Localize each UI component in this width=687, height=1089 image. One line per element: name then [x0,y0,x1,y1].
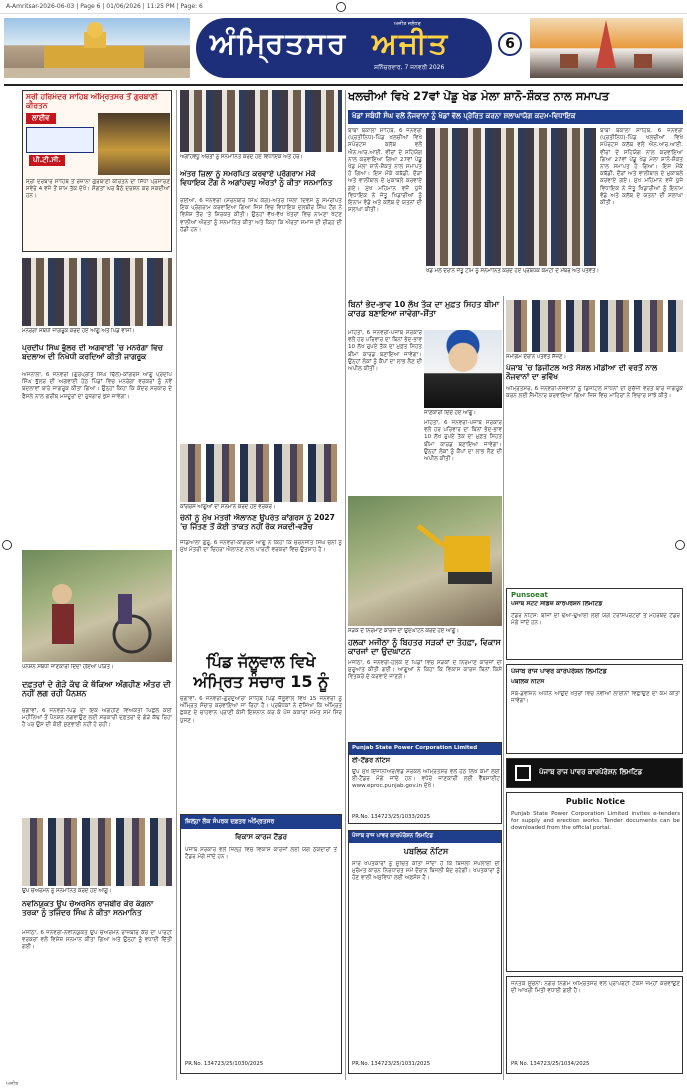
promo-channel-logo: ਪੀ.ਟੀ.ਸੀ. [29,155,65,166]
tender1-body: ਉਪ ਮੁੱਖ ਇੰਜੀਨੀਅਰ/ਵੰਡ ਸਰਕਲ ਅੰਮ੍ਰਿਤਸਰ ਵਲੋਂ ਹੇਠ ਲਿਖੇ ਕੰਮਾਂ ਲਈ ਈ-ਟੈਂਡਰ ਮੰਗੇ ਜਾਂਦੇ ਹਨ। ਵਧੇਰੇ ਜਾਣਕਾਰੀ ਲਈ ਵੈੱਬਸਾਈਟ www.eproc.punjab.gov.in ਦੇਖੋ। [352,769,500,790]
promo-headline: ਸ੍ਰੀ ਹਰਿਮੰਦਰ ਸਾਹਿਬ ਅੰਮ੍ਰਿਤਸਰ ਤੋਂ ਗੁਰਬਾਣੀ ਕੀਰਤਨ [26,93,158,110]
tender-box-4 [506,588,683,660]
tender3-phone: PR.No. 134723/25/1031/2025 [352,1061,431,1067]
story4-photo [22,550,172,662]
story8-body-cont: ਮਹਿਤਾ, 6 ਜਨਵਰੀ-ਪੰਜਾਬ ਸਰਕਾਰ ਵਲੋਂ ਹਰ ਪਰਿਵਾਰ ਦਾ ਬਿਨਾਂ ਭੇਦ-ਭਾਵ 10 ਲੱਖ ਰੁਪਏ ਤੱਕ ਦਾ ਮੁਫ਼ਤ ਸਿਹਤ ਬੀਮਾ ਕਾਰਡ ਬਣਾਇਆ ਜਾਵੇਗਾ। ਉਨ੍ਹਾਂ ਲੋਕਾਂ ਨੂੰ ਕੈਂਪਾਂ ਦਾ ਲਾਭ ਲੈਣ ਦੀ ਅਪੀਲ ਕੀਤੀ। [424,420,502,463]
tender2-body: ਪੰਜਾਬ ਸਰਕਾਰ ਵਲੋਂ ਜ਼ਿਲ੍ਹੇ ਵਿਚ ਵਿਕਾਸ ਕਾਰਜਾਂ ਲਈ ਯੋਗ ਠੇਕੇਦਾਰਾਂ ਤੋਂ ਟੈਂਡਰ ਮੰਗੇ ਜਾਂਦੇ ਹਨ। [185,847,337,861]
story3-headline: ਪ੍ਰਦੀਪ ਸਿੰਘ ਭੁੱਲਰ ਦੀ ਅਗਵਾਈ 'ਚ ਮਨਰੇਗਾ ਵਿਚ ਬਦਲਾਅ ਦੀ ਨਿਖੇਧੀ ਕਰਦਿਆਂ ਕੀਤੀ ਜਾਗਰੂਕ [22,344,163,361]
story8-photo [424,330,502,408]
tender1-phone: PR.No. 134723/25/1033/2025 [352,814,431,820]
registration-mark-left-icon [2,540,12,550]
jallianwala-photo [530,18,683,78]
tender-box-3 [348,830,502,1074]
golden-temple-photo [4,18,190,78]
story2-body: ਰਈਆ, 6 ਜਨਵਰੀ (ਸ਼ਰਨਬੀਰ ਸਿੰਘ ਕੰਗ)-ਅੰਤਰ ਜ਼ਿਲਾ ਦਿਵਸ ਨੂੰ ਸਮਰਪਿਤ ਇਕ ਪ੍ਰੋਗਰਾਮ ਕਰਵਾਇਆ ਗਿਆ ਜਿਸ ਵਿਚ ਵਿਧਾਇਕ ਦਲਬੀਰ ਸਿੰਘ ਟੌਂਗ ਨੇ ਵਿਸ਼ੇਸ਼ ਤੌਰ 'ਤੇ ਸ਼ਿਰਕਤ ਕੀਤੀ। ਉਨ੍ਹਾਂ ਵੱਖ-ਵੱਖ ਖੇਤਰਾਂ ਵਿਚ ਨਾਮਣਾ ਖੱਟਣ ਵਾਲੀਆਂ ਔਰਤਾਂ ਨੂੰ ਸਨਮਾਨਿਤ ਕੀਤਾ ਅਤੇ ਕਿਹਾ ਕਿ ਔਰਤਾਂ ਸਮਾਜ ਦੀ ਰੀੜ੍ਹ ਦੀ ਹੱਡੀ ਹਨ। [180,198,342,233]
registration-mark-icon [336,2,346,12]
story9-caption: ਸੜਕ ਦੇ ਨਿਰਮਾਣ ਕਾਰਜ ਦਾ ਉਦਘਾਟਨ ਕਰਦੇ ਹੋਏ ਆਗੂ। [348,628,459,634]
tender1-org: Punjab State Power Corporation Limited [349,743,501,755]
tender4-body: ਸਬ-ਡਵੀਜ਼ਨ ਅਧੀਨ ਆਉਂਦੇ ਖੇਤਰਾਂ ਵਿਚ ਨਵੀਆਂ ਲਾਈਨਾਂ ਵਿਛਾਉਣ ਦਾ ਕੰਮ ਕੀਤਾ ਜਾਵੇਗਾ। [511,691,680,705]
column-divider-3 [503,296,504,1080]
tender7-footer: PR No. 134723/25/1034/2025 [511,1061,590,1067]
story10-headline: ਪੰਜਾਬ 'ਚ ਡਿਜੀਟਲ ਅਤੇ ਸੋਸ਼ਲ ਮੀਡੀਆ ਦੀ ਵਰਤੋਂ ਨਾਲ ਨੌਜਵਾਨਾਂ ਦਾ ਭਵਿੱਖ [506,364,658,381]
story6-photo [180,444,342,502]
story4-caption: ਪੈਨਸ਼ਨ ਸਬੰਧੀ ਜਾਣਕਾਰੀ ਦਿੰਦਾ ਹੋਇਆ ਪੀੜਤ। [22,664,114,670]
column-divider [176,90,177,1080]
lead-photo [426,128,596,266]
masthead-paper-name: ਅਜੀਤ [372,26,450,60]
story8-headline: ਬਿਨਾਂ ਭੇਦ-ਭਾਵ 10 ਲੱਖ ਤੱਕ ਦਾ ਮੁਫ਼ਤ ਸਿਹਤ ਬੀਮਾ ਕਾਰਡ ਬਣਾਇਆ ਜਾਵੇਗਾ-ਸ਼ੌਂਤਾ [348,300,500,319]
tender6-org: Punsoeat [511,591,548,599]
story5-body: ਮਜੀਠਾ, 6 ਜਨਵਰੀ-ਨਵਨਿਯੁਕਤ ਉਪ ਚੇਅਰਮੈਨ ਰਾਜਬੀਰ ਕੌਰ ਦਾ ਪਾਰਟੀ ਵਰਕਰਾਂ ਵਲੋਂ ਵਿਸ਼ੇਸ਼ ਸਨਮਾਨ ਕੀਤਾ ਗਿਆ ਅਤੇ ਉਨ੍ਹਾਂ ਨੂੰ ਵਧਾਈ ਦਿੱਤੀ ਗਈ। [22,930,172,951]
right-story-photo [506,300,683,352]
story5-headline: ਨਵਨਿਯੁਕਤ ਉਪ ਚੇਅਰਮੈਨ ਰਾਜਬੀਰ ਕੌਰ ਕੰਗਨਾ ਤਰਕਾ ਨੂੰ ਤਜਿੰਦਰ ਸਿੰਘ ਨੇ ਕੀਤਾ ਸਨਮਾਨਿਤ [22,900,154,917]
story9-photo [348,496,502,626]
tender6-body: ਟੈਂਡਰ ਨੋਟਿਸ: ਬੀਜਾਂ ਦੀ ਢੋਆ-ਢੁਆਈ ਲਈ ਯੋਗ ਟਰਾਂਸਪੋਰਟਰਾਂ ਤੋਂ ਮੋਹਰਬੰਦ ਟੈਂਡਰ ਮੰਗੇ ਜਾਂਦੇ ਹਨ। [511,613,680,627]
excavator-icon [348,496,502,626]
lead-headline: ਖਲਚੀਆਂ ਵਿਖੇ 27ਵਾਂ ਪੇਂਡੂ ਖੇਡ ਮੇਲਾ ਸ਼ਾਨੋ-ਸ਼ੌਕਤ ਨਾਲ ਸਮਾਪਤ [348,90,610,103]
column-divider-2 [345,90,346,1080]
monument-silhouette-icon [530,18,683,78]
masthead [0,16,687,82]
wheelchair-icon [22,550,172,662]
right-story-caption: ਸਮਾਗਮ ਦੌਰਾਨ ਪਤਵੰਤੇ ਸੱਜਣ। [506,354,566,360]
promo-body: ਸ੍ਰੀ ਦਰਬਾਰ ਸਾਹਿਬ ਤੋਂ ਰੋਜ਼ਾਨਾ ਗੁਰਬਾਣੀ ਕੀਰਤਨ ਦਾ ਸਿੱਧਾ ਪ੍ਰਸਾਰਣ ਸਵੇਰੇ 4 ਵਜੇ ਤੋਂ ਸ਼ਾਮ ਤੱਕ ਦੇਖੋ। ਸੰਗਤਾਂ ਘਰ ਬੈਠੇ ਦਰਸ਼ਨ ਕਰ ਸਕਦੀਆਂ ਹਨ। [26,179,170,200]
lead-caption: ਖੇਡ ਮੇਲੇ ਦੌਰਾਨ ਜੇਤੂ ਟੀਮ ਨੂੰ ਸਨਮਾਨਿਤ ਕਰਦੇ ਹੋਏ ਪ੍ਰਬੰਧਕ ਕਮੇਟੀ ਦੇ ਮੈਂਬਰ ਅਤੇ ਪਤਵੰਤੇ। [426,268,599,274]
story10-body: ਅੰਮ੍ਰਿਤਸਰ, 6 ਜਨਵਰੀ-ਨੌਜਵਾਨਾਂ ਨੂੰ ਡਿਜੀਟਲ ਸਾਧਨਾਂ ਦੀ ਸੁਚੱਜੀ ਵਰਤੋਂ ਬਾਰੇ ਜਾਗਰੂਕ ਕਰਨ ਲਈ ਸੈਮੀਨਾਰ ਕਰਵਾਇਆ ਗਿਆ ਜਿਸ ਵਿਚ ਮਾਹਿਰਾਂ ਨੇ ਵਿਚਾਰ ਸਾਂਝੇ ਕੀਤੇ। [506,386,683,400]
tender-box-2 [348,742,502,824]
tender3-body: ਸਾਰੇ ਖਪਤਕਾਰਾਂ ਨੂੰ ਸੂਚਿਤ ਕੀਤਾ ਜਾਂਦਾ ਹੈ ਕਿ ਬਿਜਲੀ ਸਪਲਾਈ ਦੀ ਮੁਰੰਮਤ ਕਾਰਨ ਨਿਰਧਾਰਤ ਸਮੇਂ ਦੌਰਾਨ ਬਿਜਲੀ ਬੰਦ ਰਹੇਗੀ। ਖਪਤਕਾਰਾਂ ਨੂੰ ਹੋਣ ਵਾਲੀ ਅਸੁਵਿਧਾ ਲਈ ਅਫ਼ਸੋਸ ਹੈ। [352,861,500,882]
story3-caption: ਮਨਰੇਗਾ ਸਬੰਧੀ ਜਾਗਰੂਕ ਕਰਦੇ ਹੋਏ ਆਗੂ ਅਤੇ ਪਿੰਡ ਵਾਸੀ। [22,328,135,334]
story6-headline: ਚੰਨੀ ਨੂੰ ਮੁੱਖ ਮੰਤਰੀ ਐਲਾਨਣ ਉਪਰੰਤ ਕਾਂਗਰਸ ਨੂੰ 2027 'ਚ ਜਿੱਤਣ ਤੋਂ ਕੋਈ ਤਾਕਤ ਨਹੀਂ ਰੋਕ ਸਕਦੀ-ਵੜੈਚ [180,514,335,531]
story6-caption: ਕਾਂਗਰਸ ਆਗੂਆਂ ਦਾ ਸਨਮਾਨ ਕਰਦੇ ਹੋਏ ਵਰਕਰ। [180,504,276,510]
tender3-title: ਪਬਲਿਕ ਨੋਟਿਸ [403,847,449,856]
temple-silhouette-icon [4,18,190,78]
story5-photo [22,818,172,886]
tender2-phone: PR.No. 134723/25/1030/2025 [185,1061,264,1067]
tender-box-1 [180,814,342,1074]
masthead-city: ਅੰਮ੍ਰਿਤਸਰ [210,26,348,60]
story9-headline: ਹਲਕਾ ਮਜੀਠਾ ਨੂੰ ਬਿਹਤਰ ਸੜਕਾਂ ਦਾ ਤੋਹਫ਼ਾ, ਵਿਕਾਸ ਕਾਰਜਾਂ ਦਾ ਉਦਘਾਟਨ [348,638,501,657]
story7-body: ਚੋਗਾਵਾਂ, 6 ਜਨਵਰੀ-ਗੁਰਦੁਆਰਾ ਸਾਹਿਬ ਪਿੰਡ ਜੱਲੂਵਾਲ ਵਿਖੇ 15 ਜਨਵਰੀ ਨੂੰ ਅੰਮ੍ਰਿਤ ਸੰਚਾਰ ਕਰਵਾਇਆ ਜਾ ਰਿਹਾ ਹੈ। ਪ੍ਰਬੰਧਕਾਂ ਨੇ ਦੱਸਿਆ ਕਿ ਅੰਮ੍ਰਿਤ ਛਕਣ ਦੇ ਚਾਹਵਾਨ ਪ੍ਰਾਣੀ ਕੇਸੀ ਇਸ਼ਨਾਨ ਕਰ ਕੇ ਪੰਜ ਕਕਾਰਾਂ ਸਮੇਤ ਸਮੇਂ ਸਿਰ ਪੁੱਜਣ। [180,696,342,724]
pspcl-banner-text: ਪੰਜਾਬ ਰਾਜ ਪਾਵਰ ਕਾਰਪੋਰੇਸ਼ਨ ਲਿਮਟਿਡ [539,768,643,776]
promo-box [22,90,172,252]
story3-photo [22,258,172,326]
tender4-org: ਪੰਜਾਬ ਰਾਜ ਪਾਵਰ ਕਾਰਪੋਰੇਸ਼ਨ ਲਿਮਟਿਡ [511,668,607,675]
story8-caption: ਜਾਣਕਾਰੀ ਦਿੰਦੇ ਹੋਏ ਆਗੂ। [424,410,476,416]
story2-caption: ਅਗਾਂਹਵਧੂ ਔਰਤਾਂ ਨੂੰ ਸਨਮਾਨਿਤ ਕਰਦੇ ਹੋਏ ਵਿਧਾਇਕ ਅਤੇ ਹੋਰ। [180,154,303,160]
story4-headline: ਦਫ਼ਤਰਾਂ ਦੇ ਗੇੜੇ ਕੱਢ ਕੇ ਥੱਕਿਆ ਅੰਗਹੀਣ ਅੰਤਰ ਦੀ ਨਹੀਂ ਲਗ ਰਹੀ ਪੈਨਸ਼ਨ [22,680,171,699]
lead-body: ਬਾਬਾ ਬਕਾਲਾ ਸਾਹਿਬ, 6 ਜਨਵਰੀ (ਪ੍ਰਤੀਨਿਧ)-ਪਿੰਡ ਖਲਚੀਆਂ ਵਿਖੇ ਸਪੋਰਟਸ ਕਲੱਬ ਵਲੋਂ ਐਨ.ਆਰ.ਆਈ. ਵੀਰਾਂ ਦੇ ਸਹਿਯੋਗ ਨਾਲ ਕਰਵਾਇਆ ਗਿਆ 27ਵਾਂ ਪੇਂਡੂ ਖੇਡ ਮੇਲਾ ਸ਼ਾਨੋ-ਸ਼ੌਕਤ ਨਾਲ ਸਮਾਪਤ ਹੋ ਗਿਆ। ਇਸ ਮੌਕੇ ਕਬੱਡੀ, ਦੌੜਾਂ ਅਤੇ ਵਾਲੀਬਾਲ ਦੇ ਮੁਕਾਬਲੇ ਕਰਵਾਏ ਗਏ। ਮੁੱਖ ਮਹਿਮਾਨ ਵਜੋਂ ਪੁੱਜੇ ਵਿਧਾਇਕ ਨੇ ਜੇਤੂ ਖਿਡਾਰੀਆਂ ਨੂੰ ਇਨਾਮ ਵੰਡੇ ਅਤੇ ਕਲੱਬ ਦੇ ਯਤਨਾਂ ਦੀ ਸ਼ਲਾਘਾ ਕੀਤੀ। [348,128,422,214]
lead-subhead: ਖੇਡਾਂ ਸਬੰਧੀ ਸੰਘ ਵਲੋਂ ਨੌਜਵਾਨਾਂ ਨੂੰ ਖੇਡਾਂ ਵੱਲ ਪ੍ਰੇਰਿਤ ਕਰਨਾ ਸ਼ਲਾਘਾਯੋਗ ਕਦਮ-ਵਿਧਾਇਕ [348,110,683,124]
story8-body: ਮਹਿਤਾ, 6 ਜਨਵਰੀ-ਪੰਜਾਬ ਸਰਕਾਰ ਵਲੋਂ ਹਰ ਪਰਿਵਾਰ ਦਾ ਬਿਨਾਂ ਭੇਦ-ਭਾਵ 10 ਲੱਖ ਰੁਪਏ ਤੱਕ ਦਾ ਮੁਫ਼ਤ ਸਿਹਤ ਬੀਮਾ ਕਾਰਡ ਬਣਾਇਆ ਜਾਵੇਗਾ। ਉਨ੍ਹਾਂ ਲੋਕਾਂ ਨੂੰ ਕੈਂਪਾਂ ਦਾ ਲਾਭ ਲੈਣ ਦੀ ਅਪੀਲ ਕੀਤੀ। [348,330,422,373]
tender2-title: ਵਿਕਾਸ ਕਾਰਜ ਟੈਂਡਰ [234,833,287,841]
tender4-title: ਪਬਲਿਕ ਨੋਟਿਸ [511,679,545,685]
promo-channel-box [26,127,94,153]
tender-box-5 [506,664,683,754]
story4-body: ਚੋਗਾਵਾਂ, 6 ਜਨਵਰੀ-ਪਿੰਡ ਦਾ ਇਕ ਅੰਗਹੀਣ ਵਿਅਕਤੀ ਪਿਛਲੇ ਕਈ ਮਹੀਨਿਆਂ ਤੋਂ ਪੈਨਸ਼ਨ ਲਗਵਾਉਣ ਲਈ ਸਰਕਾਰੀ ਦਫ਼ਤਰਾਂ ਦੇ ਗੇੜੇ ਕੱਢ ਰਿਹਾ ਹੈ ਪਰ ਉਸ ਦੀ ਕੋਈ ਸੁਣਵਾਈ ਨਹੀਂ ਹੋ ਰਹੀ। [22,708,172,729]
tender1-title: ਈ-ਟੈਂਡਰ ਨੋਟਿਸ [352,757,391,764]
masthead-date: ਸ਼ਨਿੱਚਰਵਾਰ, 7 ਜਨਵਰੀ 2026 [374,64,445,71]
bottom-strip [0,1080,687,1089]
page-number: 6 [498,32,522,56]
lead-body-cont: ਬਾਬਾ ਬਕਾਲਾ ਸਾਹਿਬ, 6 ਜਨਵਰੀ (ਪ੍ਰਤੀਨਿਧ)-ਪਿੰਡ ਖਲਚੀਆਂ ਵਿਖੇ ਸਪੋਰਟਸ ਕਲੱਬ ਵਲੋਂ ਐਨ.ਆਰ.ਆਈ. ਵੀਰਾਂ ਦੇ ਸਹਿਯੋਗ ਨਾਲ ਕਰਵਾਇਆ ਗਿਆ 27ਵਾਂ ਪੇਂਡੂ ਖੇਡ ਮੇਲਾ ਸ਼ਾਨੋ-ਸ਼ੌਕਤ ਨਾਲ ਸਮਾਪਤ ਹੋ ਗਿਆ। ਇਸ ਮੌਕੇ ਕਬੱਡੀ, ਦੌੜਾਂ ਅਤੇ ਵਾਲੀਬਾਲ ਦੇ ਮੁਕਾਬਲੇ ਕਰਵਾਏ ਗਏ। ਮੁੱਖ ਮਹਿਮਾਨ ਵਜੋਂ ਪੁੱਜੇ ਵਿਧਾਇਕ ਨੇ ਜੇਤੂ ਖਿਡਾਰੀਆਂ ਨੂੰ ਇਨਾਮ ਵੰਡੇ ਅਤੇ ਕਲੱਬ ਦੇ ਯਤਨਾਂ ਦੀ ਸ਼ਲਾਘਾ ਕੀਤੀ। [600,128,683,207]
promo-live-badge: ਲਾਈਵ [26,113,56,124]
masthead-banner [196,18,492,78]
story2-photo [180,90,342,152]
tender3-org: ਪੰਜਾਬ ਰਾਜ ਪਾਵਰ ਕਾਰਪੋਰੇਸ਼ਨ ਲਿਮਟਿਡ [349,831,501,843]
promo-photo [98,113,170,175]
tender-box-7 [506,976,683,1074]
story3-body: ਅਜਨਾਲਾ, 6 ਜਨਵਰੀ (ਗੁਰਪ੍ਰੀਤ ਸਿੰਘ ਢਿੱਲੋਂ)-ਕਾਂਗਰਸ ਆਗੂ ਪ੍ਰਦੀਪ ਸਿੰਘ ਭੁੱਲਰ ਦੀ ਅਗਵਾਈ ਹੇਠ ਪਿੰਡਾਂ ਵਿਚ ਮਨਰੇਗਾ ਵਰਕਰਾਂ ਨੂੰ ਨਵੇਂ ਬਦਲਾਵਾਂ ਬਾਰੇ ਜਾਗਰੂਕ ਕੀਤਾ ਗਿਆ। ਉਨ੍ਹਾਂ ਕਿਹਾ ਕਿ ਕੇਂਦਰ ਸਰਕਾਰ ਦੇ ਫੈਸਲੇ ਨਾਲ ਗਰੀਬ ਮਜ਼ਦੂਰਾਂ ਦਾ ਰੁਜ਼ਗਾਰ ਖੁੱਸ ਜਾਵੇਗਾ। [22,372,172,400]
tender2-org: ਜ਼ਿਲ੍ਹਾ ਲੋਕ ਸੰਪਰਕ ਦਫ਼ਤਰ ਅੰਮ੍ਰਿਤਸਰ [181,815,341,829]
tender5-body: Punjab State Power Corporation Limited invites e-tenders for supply and erection works. Tender documents can be downloaded from the official portal. [511,811,680,832]
story7-headline: ਪਿੰਡ ਜੱਲੂਵਾਲ ਵਿਖੇ ਅੰਮ੍ਰਿਤ ਸੰਚਾਰ 15 ਨੂੰ [193,652,329,691]
tender5-title: Public Notice [565,797,626,806]
registration-mark-right-icon [675,540,685,550]
tender-box-6 [506,792,683,972]
print-strip-text: A-Amritsar-2026-06-03 | Page 6 | 01/06/2026 | 11:25 PM | Page: 6 [6,3,203,10]
tender7-body: ਜਨਤਕ ਸੂਚਨਾ: ਨਗਰ ਨਿਗਮ ਅੰਮ੍ਰਿਤਸਰ ਵਲੋਂ ਪ੍ਰਾਪਰਟੀ ਟੈਕਸ ਜਮ੍ਹਾਂ ਕਰਵਾਉਣ ਦੀ ਆਖਰੀ ਮਿਤੀ ਵਧਾਈ ਗਈ ਹੈ। [511,981,680,995]
story6-body: ਜੰਡਿਆਲਾ ਗੁਰੂ, 6 ਜਨਵਰੀ-ਕਾਂਗਰਸ ਆਗੂ ਨੇ ਕਿਹਾ ਕਿ ਚਰਨਜੀਤ ਸਿੰਘ ਚੰਨੀ ਨੂੰ ਮੁੱਖ ਮੰਤਰੀ ਦਾ ਚਿਹਰਾ ਐਲਾਨਣ ਨਾਲ ਪਾਰਟੀ ਵਰਕਰਾਂ ਵਿਚ ਉਤਸ਼ਾਹ ਹੈ। [180,540,342,554]
pspcl-logo-icon [515,765,531,781]
story5-caption: ਉਪ ਚੇਅਰਮੈਨ ਨੂੰ ਸਨਮਾਨਿਤ ਕਰਦੇ ਹੋਏ ਆਗੂ। [22,888,112,894]
pspcl-banner [506,758,683,788]
bottom-strip-text: ਅਜੀਤ [6,1081,19,1087]
masthead-rule [4,84,683,86]
tender6-title: ਪੰਜਾਬ ਸਟੇਟ ਸੀਡਜ਼ ਕਾਰਪੋਰੇਸ਼ਨ ਲਿਮਟਿਡ [511,601,603,607]
masthead-kicker: ਅਜੀਤ ਜਲੰਧਰ [394,21,421,27]
story9-body: ਮਜੀਠਾ, 6 ਜਨਵਰੀ-ਹਲਕੇ ਦੇ ਪਿੰਡਾਂ ਵਿਚ ਸੜਕਾਂ ਦੇ ਨਿਰਮਾਣ ਕਾਰਜਾਂ ਦੀ ਸ਼ੁਰੂਆਤ ਕੀਤੀ ਗਈ। ਆਗੂਆਂ ਨੇ ਕਿਹਾ ਕਿ ਵਿਕਾਸ ਕਾਰਜ ਬਿਨਾਂ ਕਿਸੇ ਵਿਤਕਰੇ ਦੇ ਕਰਵਾਏ ਜਾਣਗੇ। [348,660,502,681]
story2-headline: ਅੰਤਰ ਜ਼ਿਲਾ ਨੂੰ ਸਮਰਪਿਤ ਕਰਵਾਏ ਪ੍ਰੋਗਰਾਮ ਮੌਕੇ ਵਿਧਾਇਕ ਟੌਂਗ ਨੇ ਅਗਾਂਹਵਧੂ ਔਰਤਾਂ ਨੂੰ ਕੀਤਾ ਸਨਮਾਨਿਤ [180,170,333,187]
